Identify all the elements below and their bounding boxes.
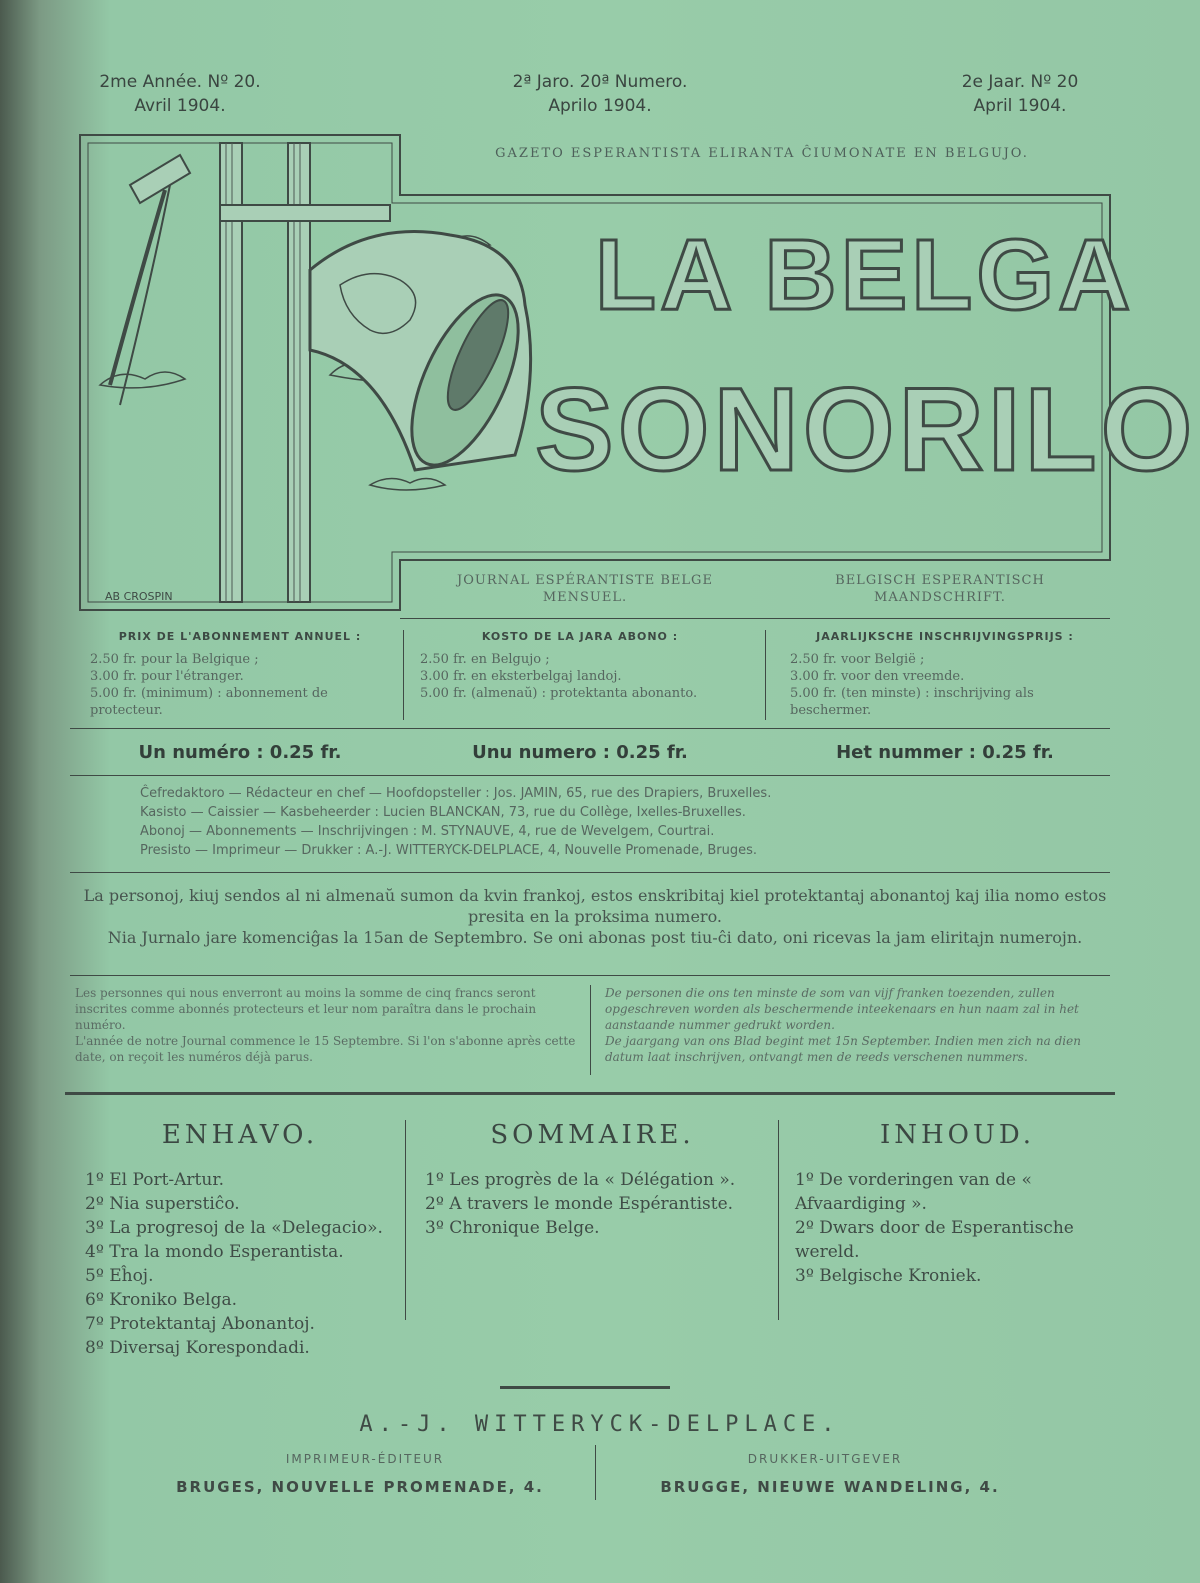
toc-item: 3º Belgische Kroniek. <box>795 1266 982 1286</box>
single-copy-nl: Het nummer : 0.25 fr. <box>836 742 1054 763</box>
notice-paragraph: La personoj, kiuj sendos al ni almenaŭ sumon da kvin frankoj, estos enskribitaj kiel protektantaj abonantoj kaj ilia nomo estos presita en la proksima numero. <box>83 886 1107 926</box>
issue-date-fr: Avril 1904. <box>134 96 226 116</box>
staff-line: Ĉefredaktoro — Rédacteur en chef — Hoofdopsteller : Jos. JAMIN, 65, rue des Drapiers, Bruxelles. <box>140 786 772 801</box>
title-sonorilo: SONORILO <box>535 364 1197 496</box>
toc-item: 2º Dwars door de Esperantische wereld. <box>795 1218 1074 1262</box>
title-la-belga: LA BELGA <box>595 219 1135 331</box>
subtitle-fr: JOURNAL ESPÉRANTISTE BELGE MENSUEL. <box>457 573 713 605</box>
toc-item: 7º Protektantaj Abonantoj. <box>85 1314 315 1334</box>
toc-item: 1º El Port-Artur. <box>85 1170 224 1190</box>
notice-nl <box>605 985 1115 1065</box>
artist-signature: AB CROSPIN <box>105 590 173 603</box>
toc-eo <box>85 1120 395 1360</box>
issue-number-fr: 2me Année. Nº 20. <box>99 72 261 92</box>
notice-fr <box>75 985 580 1065</box>
subscription-line: 3.00 fr. pour l'étranger. <box>90 669 244 684</box>
notice-eo <box>75 885 1115 948</box>
toc-title-eo: ENHAVO. <box>161 1120 319 1150</box>
issue-header-nl <box>930 70 1110 118</box>
subscription-line: 2.50 fr. en Belgujo ; <box>420 652 550 667</box>
printer-role-nl: DRUKKER-UITGEVER <box>747 1452 903 1466</box>
notice-paragraph: De personen die ons ten minste de som van vijf franken toezenden, zullen opgeschreven worden als beschermende inteekenaars en hun naam zal in het aanstaande nummer gedrukt worden. <box>605 986 1079 1032</box>
subscription-heading-eo: KOSTO DE LA JARA ABONO : <box>481 630 679 643</box>
staff-line: Abonoj — Abonnements — Inschrijvingen : M. STYNAUVE, 4, rue de Wevelgem, Courtrai. <box>140 824 715 839</box>
subscription-line: 2.50 fr. pour la Belgique ; <box>90 652 259 667</box>
issue-date-nl: April 1904. <box>973 96 1067 116</box>
toc-item: 2º Nia superstiĉo. <box>85 1194 240 1214</box>
toc-item: 3º Chronique Belge. <box>425 1218 600 1238</box>
issue-number-nl: 2e Jaar. Nº 20 <box>961 72 1079 92</box>
issue-header-fr <box>85 70 275 118</box>
notice-paragraph: Les personnes qui nous enverront au moins la somme de cinq francs seront inscrites comme abonnés protecteurs et leur nom paraîtra dans le prochain numéro. <box>75 986 537 1032</box>
toc-nl <box>795 1120 1120 1288</box>
issue-date-eo: Aprilo 1904. <box>548 96 652 116</box>
toc-title-fr: SOMMAIRE. <box>490 1120 695 1150</box>
toc-item: 4º Tra la mondo Esperantista. <box>85 1242 344 1262</box>
notice-paragraph: Nia Jurnalo jare komenciĝas la 15an de Septembro. Se oni abonas post tiu-ĉi dato, oni ricevas la jam eliritajn numerojn. <box>107 928 1083 947</box>
hammer-icon <box>130 155 190 203</box>
toc-item: 3º La progresoj de la «Delegacio». <box>85 1218 383 1238</box>
toc-title-nl: INHOUD. <box>879 1120 1036 1150</box>
notice-paragraph: L'année de notre Journal commence le 15 Septembre. Si l'on s'abonne après cette date, on reçoit les numéros déjà parus. <box>75 1034 576 1064</box>
notice-paragraph: De jaargang van ons Blad begint met 15n September. Indien men zich na dien datum laat inschrijven, ontvangt men de reeds verschenen nummers. <box>605 1034 1081 1064</box>
subscription-line: 5.00 fr. (minimum) : abonnement de protecteur. <box>90 686 328 718</box>
issue-header-eo <box>470 70 730 118</box>
staff-list <box>140 784 1100 860</box>
printer-address-nl: BRUGGE, NIEUWE WANDELING, 4. <box>660 1478 1000 1496</box>
bell-icon <box>310 232 540 481</box>
subscription-nl <box>790 630 1100 719</box>
subscription-line: 3.00 fr. en eksterbelgaj landoj. <box>420 669 622 684</box>
printer-address-fr: BRUGES, NOUVELLE PROMENADE, 4. <box>176 1478 544 1496</box>
toc-item: 2º A travers le monde Espérantiste. <box>425 1194 734 1214</box>
subscription-line: 2.50 fr. voor België ; <box>790 652 925 667</box>
masthead-tagline: GAZETO ESPERANTISTA ELIRANTA ĈIUMONATE EN BELGUJO. <box>495 146 1029 161</box>
toc-item: 1º De vorderingen van de « Afvaardiging ». <box>795 1170 1032 1214</box>
subtitle-nl: BELGISCH ESPERANTISCH MAANDSCHRIFT. <box>835 573 1045 605</box>
subscription-heading-fr: PRIX DE L'ABONNEMENT ANNUEL : <box>118 630 362 643</box>
issue-number-eo: 2ª Jaro. 20ª Numero. <box>512 72 688 92</box>
subscription-line: 5.00 fr. (ten minste) : inschrijving als beschermer. <box>790 686 1034 718</box>
subscription-line: 3.00 fr. voor den vreemde. <box>790 669 965 684</box>
toc-fr <box>425 1120 760 1240</box>
subscription-eo <box>420 630 740 702</box>
single-copy-fr: Un numéro : 0.25 fr. <box>138 742 342 763</box>
subscription-heading-nl: JAARLIJKSCHE INSCHRIJVINGSPRIJS : <box>816 630 1074 643</box>
toc-item: 1º Les progrès de la « Délégation ». <box>425 1170 736 1190</box>
printer-role-fr: IMPRIMEUR-ÉDITEUR <box>285 1452 445 1466</box>
toc-item: 5º Eĥoj. <box>85 1266 154 1286</box>
subscription-line: 5.00 fr. (almenaŭ) : protektanta abonanto. <box>420 686 698 701</box>
staff-line: Kasisto — Caissier — Kasbeheerder : Lucien BLANCKAN, 73, rue du Collège, Ixelles-Bruxelles. <box>140 805 746 820</box>
toc-item: 8º Diversaj Korespondadi. <box>85 1338 310 1358</box>
single-copy-eo: Unu numero : 0.25 fr. <box>472 742 688 763</box>
subscription-fr <box>90 630 390 719</box>
printer-name: A.-J. WITTERYCK-DELPLACE. <box>359 1412 841 1437</box>
bell-rope <box>110 190 165 385</box>
toc-item: 6º Kroniko Belga. <box>85 1290 238 1310</box>
staff-line: Presisto — Imprimeur — Drukker : A.-J. WITTERYCK-DELPLACE, 4, Nouvelle Promenade, Bruges. <box>140 843 757 858</box>
